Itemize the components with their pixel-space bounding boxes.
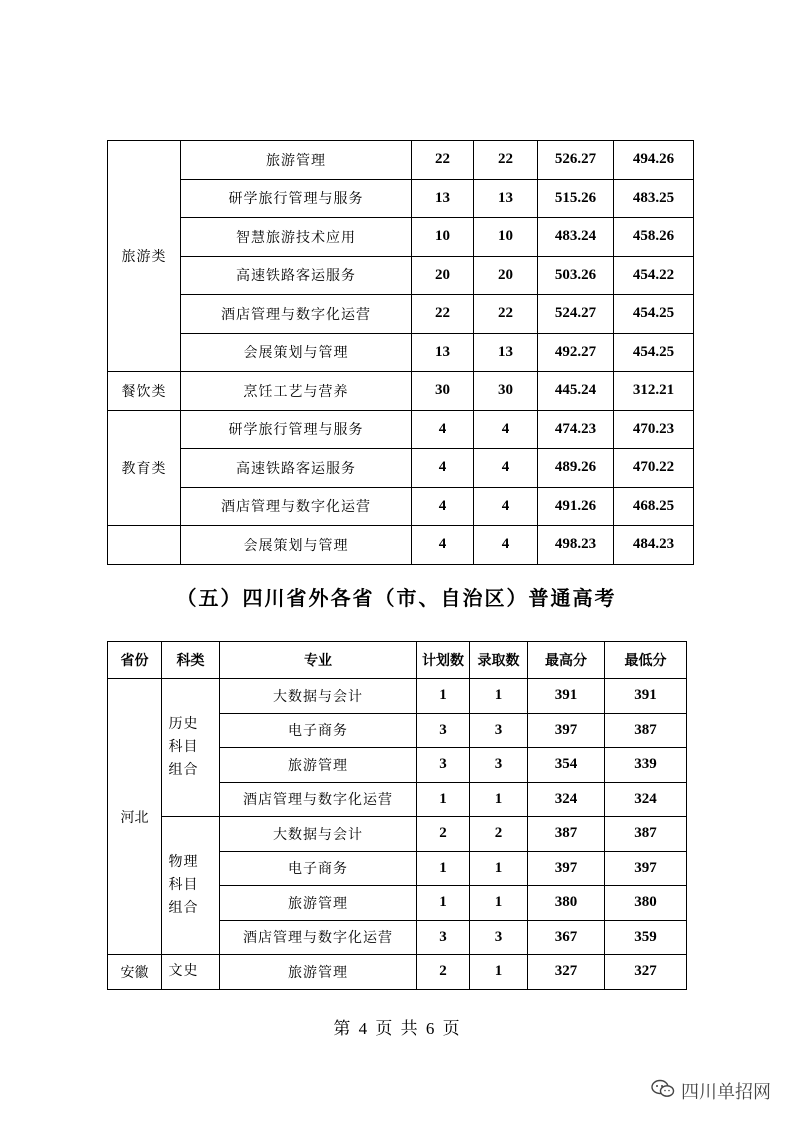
subject-label: 物理科目组合	[168, 854, 199, 916]
major-cell: 大数据与会计	[220, 817, 417, 852]
max-score-cell: 367	[528, 920, 605, 955]
category-cell: 旅游类	[108, 141, 181, 372]
major-cell: 研学旅行管理与服务	[181, 410, 412, 449]
min-score-cell: 312.21	[614, 372, 694, 411]
table-row	[108, 218, 694, 257]
min-score-cell: 327	[605, 955, 687, 990]
min-score-cell: 387	[605, 817, 687, 852]
province-cell: 安徽	[108, 955, 162, 990]
min-score-cell: 470.23	[614, 410, 694, 449]
admission-table-other-provinces	[107, 641, 687, 990]
max-score-cell: 526.27	[538, 141, 614, 180]
table-row	[108, 410, 694, 449]
table-row	[108, 679, 687, 714]
max-score-cell: 354	[528, 748, 605, 783]
header-subject: 科类	[162, 642, 220, 679]
admitted-cell: 1	[470, 886, 528, 921]
max-score-cell: 489.26	[538, 449, 614, 488]
subject-cell	[162, 817, 220, 955]
max-score-cell: 503.26	[538, 256, 614, 295]
major-cell: 旅游管理	[220, 955, 417, 990]
subject-label: 历史科目组合	[168, 716, 199, 778]
table-row	[108, 295, 694, 334]
plan-cell: 22	[412, 295, 474, 334]
admission-table-sichuan	[107, 140, 694, 565]
watermark-text: 四川单招网	[681, 1082, 771, 1103]
admitted-cell: 2	[470, 817, 528, 852]
table-header-row	[108, 642, 687, 679]
major-cell: 会展策划与管理	[181, 333, 412, 372]
min-score-cell: 391	[605, 679, 687, 714]
max-score-cell: 498.23	[538, 526, 614, 565]
min-score-cell: 324	[605, 782, 687, 817]
major-cell: 旅游管理	[220, 748, 417, 783]
max-score-cell: 387	[528, 817, 605, 852]
major-cell: 高速铁路客运服务	[181, 256, 412, 295]
major-cell: 大数据与会计	[220, 679, 417, 714]
plan-cell: 1	[417, 679, 470, 714]
header-plan: 计划数	[417, 642, 470, 679]
admitted-cell: 22	[474, 295, 538, 334]
plan-cell: 1	[417, 886, 470, 921]
major-cell: 电子商务	[220, 713, 417, 748]
table-row	[108, 179, 694, 218]
header-province: 省份	[108, 642, 162, 679]
plan-cell: 2	[417, 817, 470, 852]
max-score-cell: 324	[528, 782, 605, 817]
plan-cell: 4	[412, 526, 474, 565]
plan-cell: 2	[417, 955, 470, 990]
min-score-cell: 494.26	[614, 141, 694, 180]
major-cell: 酒店管理与数字化运营	[181, 487, 412, 526]
admitted-cell: 1	[470, 679, 528, 714]
min-score-cell: 359	[605, 920, 687, 955]
category-cell	[108, 526, 181, 565]
table-row	[108, 141, 694, 180]
plan-cell: 30	[412, 372, 474, 411]
min-score-cell: 454.22	[614, 256, 694, 295]
admitted-cell: 3	[470, 713, 528, 748]
subject-label: 文史	[168, 963, 199, 980]
min-score-cell: 387	[605, 713, 687, 748]
plan-cell: 4	[412, 487, 474, 526]
admitted-cell: 13	[474, 333, 538, 372]
min-score-cell: 484.23	[614, 526, 694, 565]
table-row	[108, 955, 687, 990]
header-admitted: 录取数	[470, 642, 528, 679]
max-score-cell: 491.26	[538, 487, 614, 526]
admitted-cell: 1	[470, 782, 528, 817]
table-row	[108, 817, 687, 852]
major-cell: 旅游管理	[181, 141, 412, 180]
major-cell: 智慧旅游技术应用	[181, 218, 412, 257]
admitted-cell: 10	[474, 218, 538, 257]
header-major: 专业	[220, 642, 417, 679]
plan-cell: 3	[417, 920, 470, 955]
max-score-cell: 397	[528, 713, 605, 748]
plan-cell: 4	[412, 410, 474, 449]
admitted-cell: 4	[474, 526, 538, 565]
plan-cell: 10	[412, 218, 474, 257]
plan-cell: 13	[412, 333, 474, 372]
major-cell: 会展策划与管理	[181, 526, 412, 565]
min-score-cell: 470.22	[614, 449, 694, 488]
min-score-cell: 468.25	[614, 487, 694, 526]
plan-cell: 1	[417, 851, 470, 886]
category-cell: 餐饮类	[108, 372, 181, 411]
plan-cell: 3	[417, 713, 470, 748]
max-score-cell: 524.27	[538, 295, 614, 334]
plan-cell: 20	[412, 256, 474, 295]
min-score-cell: 483.25	[614, 179, 694, 218]
plan-cell: 1	[417, 782, 470, 817]
admitted-cell: 4	[474, 449, 538, 488]
max-score-cell: 397	[528, 851, 605, 886]
page-number: 第 4 页 共 6 页	[333, 1019, 460, 1038]
min-score-cell: 380	[605, 886, 687, 921]
max-score-cell: 327	[528, 955, 605, 990]
major-cell: 酒店管理与数字化运营	[220, 920, 417, 955]
subject-cell	[162, 955, 220, 990]
plan-cell: 3	[417, 748, 470, 783]
header-max: 最高分	[528, 642, 605, 679]
header-min: 最低分	[605, 642, 687, 679]
max-score-cell: 380	[528, 886, 605, 921]
admitted-cell: 1	[470, 955, 528, 990]
major-cell: 高速铁路客运服务	[181, 449, 412, 488]
min-score-cell: 397	[605, 851, 687, 886]
admitted-cell: 3	[470, 748, 528, 783]
max-score-cell: 492.27	[538, 333, 614, 372]
min-score-cell: 454.25	[614, 295, 694, 334]
table-row	[108, 372, 694, 411]
max-score-cell: 515.26	[538, 179, 614, 218]
admitted-cell: 30	[474, 372, 538, 411]
subject-cell	[162, 679, 220, 817]
min-score-cell: 454.25	[614, 333, 694, 372]
plan-cell: 13	[412, 179, 474, 218]
min-score-cell: 458.26	[614, 218, 694, 257]
admitted-cell: 13	[474, 179, 538, 218]
max-score-cell: 483.24	[538, 218, 614, 257]
table-row	[108, 256, 694, 295]
admitted-cell: 20	[474, 256, 538, 295]
admitted-cell: 4	[474, 487, 538, 526]
max-score-cell: 445.24	[538, 372, 614, 411]
major-cell: 酒店管理与数字化运营	[181, 295, 412, 334]
major-cell: 旅游管理	[220, 886, 417, 921]
major-cell: 烹饪工艺与营养	[181, 372, 412, 411]
admitted-cell: 1	[470, 851, 528, 886]
table-row	[108, 487, 694, 526]
table-row	[108, 526, 694, 565]
section-title: （五）四川省外各省（市、自治区）普通高考	[176, 586, 617, 610]
min-score-cell: 339	[605, 748, 687, 783]
table-row	[108, 333, 694, 372]
major-cell: 电子商务	[220, 851, 417, 886]
plan-cell: 22	[412, 141, 474, 180]
plan-cell: 4	[412, 449, 474, 488]
admitted-cell: 22	[474, 141, 538, 180]
watermark	[651, 1078, 771, 1104]
wechat-icon	[651, 1079, 675, 1104]
admitted-cell: 3	[470, 920, 528, 955]
table-row	[108, 449, 694, 488]
admitted-cell: 4	[474, 410, 538, 449]
major-cell: 酒店管理与数字化运营	[220, 782, 417, 817]
major-cell: 研学旅行管理与服务	[181, 179, 412, 218]
max-score-cell: 391	[528, 679, 605, 714]
province-cell: 河北	[108, 679, 162, 955]
max-score-cell: 474.23	[538, 410, 614, 449]
category-cell: 教育类	[108, 410, 181, 526]
